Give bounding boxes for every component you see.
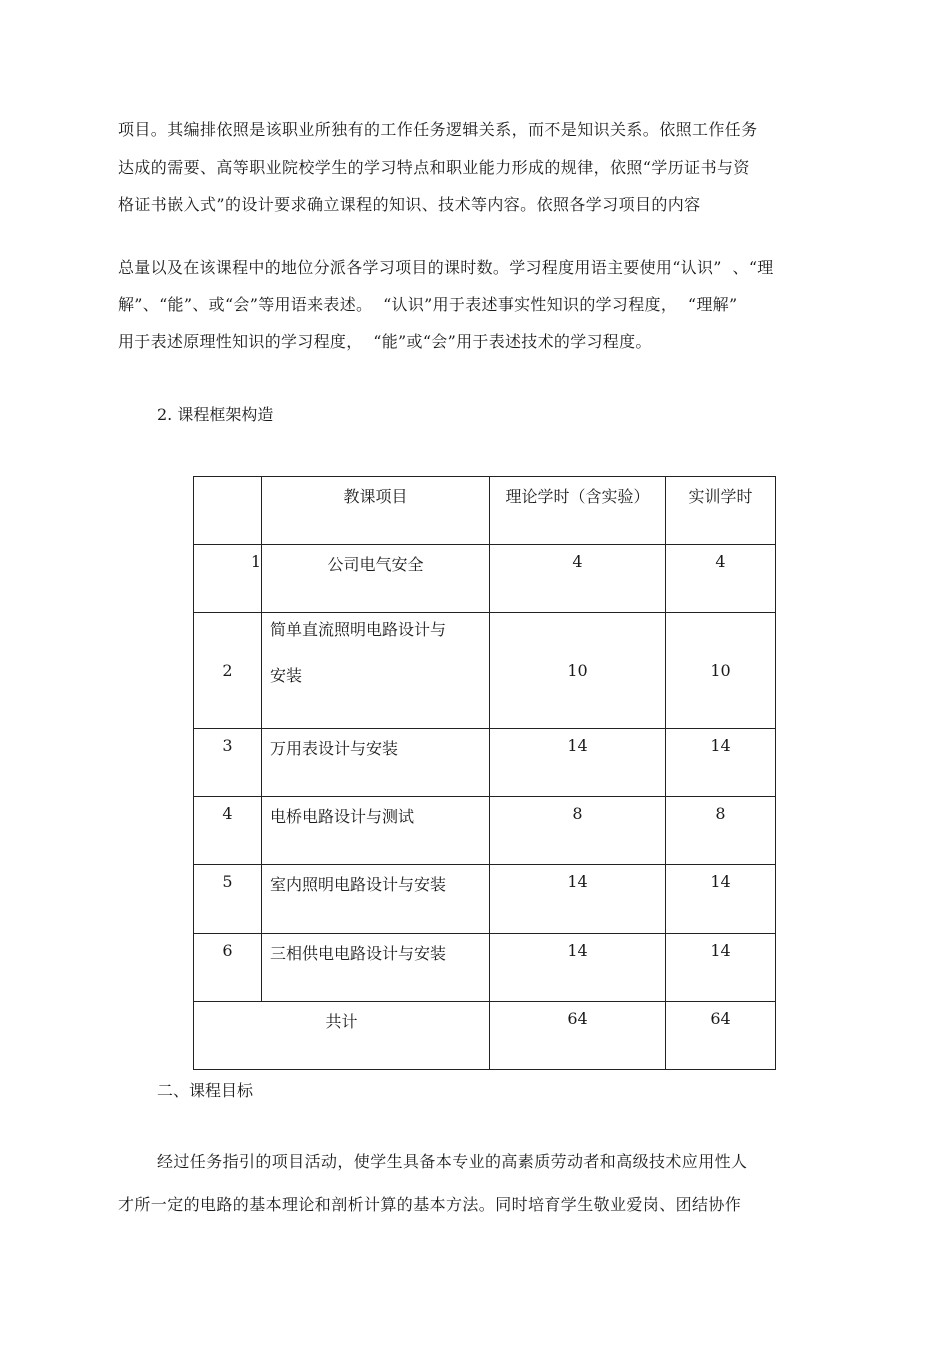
- row-project: 三相供电电路设计与安装: [262, 934, 490, 1002]
- course-framework-table: [193, 476, 776, 1070]
- table-row: [194, 545, 776, 613]
- row-index: 2: [194, 613, 262, 729]
- header-index: [194, 477, 262, 545]
- row-project-line-1: 简单直流照明电路设计与: [270, 620, 447, 639]
- row-practice-hours: 14: [666, 934, 776, 1002]
- table-header-row: [194, 477, 776, 545]
- header-practice-hours: 实训学时: [666, 477, 776, 545]
- paragraph-2-line-2: 解”、“能”、或“会”等用语来表述。 “认识”用于表述事实性知识的学习程度， “理解”: [118, 295, 738, 314]
- row-practice-hours: 14: [666, 865, 776, 934]
- row-theory-hours: 14: [490, 934, 666, 1002]
- header-theory-hours: 理论学时（含实验）: [490, 477, 666, 545]
- row-project-line-2: 安装: [270, 666, 303, 685]
- row-index: 1: [194, 545, 262, 613]
- chapter-heading: 二、课程目标: [157, 1081, 254, 1100]
- row-project: [262, 613, 490, 729]
- table-row: [194, 865, 776, 934]
- total-label: 共计: [194, 1002, 490, 1070]
- header-project: 教课项目: [262, 477, 490, 545]
- row-project: 电桥电路设计与测试: [262, 797, 490, 865]
- table-total-row: [194, 1002, 776, 1070]
- paragraph-2-line-1: 总量以及在该课程中的地位分派各学习项目的课时数。学习程度用语主要使用“认识” 、“理: [118, 258, 774, 277]
- table-row: [194, 934, 776, 1002]
- row-project: 公司电气安全: [262, 545, 490, 613]
- row-project: 万用表设计与安装: [262, 729, 490, 797]
- paragraph-3-line-2: 才所一定的电路的基本理论和剖析计算的基本方法。同时培育学生敬业爱岗、团结协作: [118, 1195, 742, 1214]
- row-project: 室内照明电路设计与安装: [262, 865, 490, 934]
- row-index: 3: [194, 729, 262, 797]
- table-row: [194, 797, 776, 865]
- row-index: 6: [194, 934, 262, 1002]
- row-practice-hours: 4: [666, 545, 776, 613]
- paragraph-2-line-3: 用于表述原理性知识的学习程度， “能”或“会”用于表述技术的学习程度。: [118, 332, 652, 351]
- row-practice-hours: 14: [666, 729, 776, 797]
- section-heading: 2. 课程框架构造: [157, 405, 274, 424]
- row-theory-hours: 8: [490, 797, 666, 865]
- total-theory-hours: 64: [490, 1002, 666, 1070]
- row-index: 5: [194, 865, 262, 934]
- table-row: [194, 613, 776, 729]
- row-theory-hours: 4: [490, 545, 666, 613]
- row-practice-hours: 10: [666, 613, 776, 729]
- paragraph-3-line-1: 经过任务指引的项目活动，使学生具备本专业的高素质劳动者和高级技术应用性人: [157, 1152, 748, 1171]
- row-theory-hours: 10: [490, 613, 666, 729]
- paragraph-1-line-3: 格证书嵌入式”的设计要求确立课程的知识、技术等内容。依照各学习项目的内容: [118, 195, 701, 214]
- paragraph-1-line-2: 达成的需要、高等职业院校学生的学习特点和职业能力形成的规律，依照“学历证书与资: [118, 158, 750, 177]
- paragraph-1-line-1: 项目。其编排依照是该职业所独有的工作任务逻辑关系，而不是知识关系。依照工作任务: [118, 120, 758, 139]
- row-index: 4: [194, 797, 262, 865]
- row-theory-hours: 14: [490, 729, 666, 797]
- row-theory-hours: 14: [490, 865, 666, 934]
- total-practice-hours: 64: [666, 1002, 776, 1070]
- row-practice-hours: 8: [666, 797, 776, 865]
- table-row: [194, 729, 776, 797]
